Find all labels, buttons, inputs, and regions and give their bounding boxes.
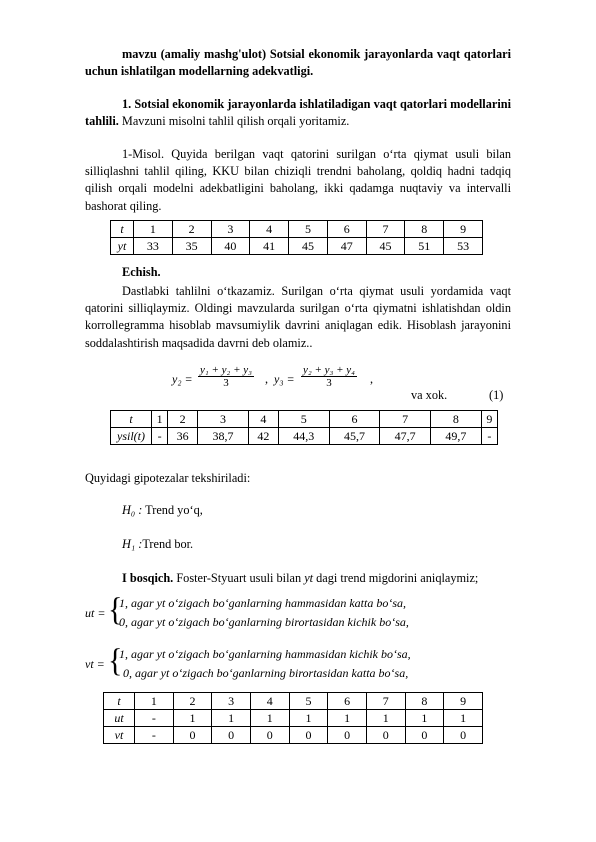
table-row (111, 428, 498, 445)
table-cell: 3 (211, 221, 250, 238)
table-cell: 1 (289, 710, 328, 727)
table-header-cell: vt (104, 727, 135, 744)
formula-fraction-1 (198, 364, 254, 389)
step1-heading: I bosqich. (122, 571, 174, 585)
solution-heading: Echish. (122, 265, 161, 279)
table-cell: 1 (250, 710, 289, 727)
h1-label: H₁ : (122, 537, 143, 551)
formula-lhs-1: y₂ = (172, 372, 193, 386)
table-row (104, 710, 483, 727)
step1-paragraph (122, 571, 478, 586)
table-cell: 47 (327, 238, 366, 255)
table-cell: 45,7 (329, 428, 380, 445)
table-cell: 42 (248, 428, 278, 445)
table-cell: 1 (134, 221, 173, 238)
table-cell: 1 (212, 710, 251, 727)
hypothesis-h0 (122, 503, 203, 518)
table-cell: 0 (250, 727, 289, 744)
page-title: mavzu (amaliy mashg'ulot) Sotsial ekonomik jarayonlarda vaqt qatorlari uchun ishlatilgan modellarning adekvatligi. (85, 47, 511, 79)
hypotheses-intro: Quyidagi gipotezalar tekshiriladi: (85, 471, 251, 485)
table-cell: 0 (289, 727, 328, 744)
u-case-2: 0, agar yt o‘zigach bo‘ganlarning birortasidan kichik bo‘sa, (119, 615, 409, 629)
table-cell: 2 (173, 693, 212, 710)
table-cell: 49,7 (431, 428, 482, 445)
table-cell: 0 (444, 727, 483, 744)
table-cell: 4 (250, 693, 289, 710)
table-cell: 0 (173, 727, 212, 744)
table-cell: 5 (278, 411, 329, 428)
v-definition-lhs: vt = (85, 657, 105, 671)
section-1-paragraph (85, 96, 511, 130)
h0-text: Trend yo‘q, (142, 503, 203, 517)
table-cell: 1 (366, 710, 405, 727)
table-cell: 36 (168, 428, 198, 445)
table-cell: 0 (366, 727, 405, 744)
table-cell: 1 (444, 710, 483, 727)
formula-denominator-1: 3 (223, 377, 229, 389)
h0-label: H₀ : (122, 503, 143, 517)
table-cell: 0 (212, 727, 251, 744)
table-cell: 35 (172, 238, 211, 255)
table-header-cell: yt (111, 238, 134, 255)
table-cell: - (135, 727, 174, 744)
v-brace: { (108, 642, 123, 679)
table-cell: 3 (198, 411, 249, 428)
v-case-1: 1, agar yt o‘zigach bo‘ganlarning hammasidan kichik bo‘sa, (119, 647, 411, 661)
table-row (111, 238, 483, 255)
table-cell: - (481, 428, 497, 445)
table-cell: - (152, 428, 168, 445)
table-cell: 44,3 (278, 428, 329, 445)
formula-tail: va xok. (411, 388, 448, 402)
step1-text-a: Foster-Styuart usuli bilan (173, 571, 305, 585)
section-1-text: Mavzuni misolni tahlil qilish orqali yoritamiz. (118, 114, 350, 129)
table-cell: 6 (327, 221, 366, 238)
table-cell: 8 (405, 221, 444, 238)
table-cell: - (135, 710, 174, 727)
hypothesis-h1 (122, 537, 193, 552)
table-cell: 7 (366, 693, 405, 710)
table-row (111, 221, 483, 238)
formula-denominator-2: 3 (326, 377, 332, 389)
table-cell: 45 (366, 238, 405, 255)
table-header-cell: t (111, 221, 134, 238)
table-cell: 4 (248, 411, 278, 428)
table-cell: 1 (328, 710, 367, 727)
formula-comma: , (370, 372, 374, 386)
v-case-2: 0, agar yt o‘zigach bo‘ganlarning birortasidan katta bo‘sa, (123, 666, 409, 680)
table-header-cell: t (104, 693, 135, 710)
table-cell: 7 (366, 221, 405, 238)
table-cell: 1 (173, 710, 212, 727)
table-cell: 40 (211, 238, 250, 255)
u-definition-lhs: ut = (85, 606, 106, 620)
table-cell: 8 (431, 411, 482, 428)
table-header-cell: ut (104, 710, 135, 727)
table-cell: 6 (328, 693, 367, 710)
h1-text: Trend bor. (142, 537, 194, 551)
table-cell: 2 (172, 221, 211, 238)
equation-number: (1) (489, 388, 504, 402)
step1-text-b: dagi trend migdorini aniqlaymiz; (313, 571, 479, 585)
table-cell: 4 (250, 221, 289, 238)
table-cell: 9 (444, 693, 483, 710)
table-cell: 1 (152, 411, 168, 428)
table-cell: 47,7 (380, 428, 431, 445)
step1-variable: yt (304, 571, 314, 585)
table-cell: 45 (289, 238, 328, 255)
table-cell: 0 (328, 727, 367, 744)
example-paragraph: 1-Misol. Quyida berilgan vaqt qatorini surilgan o‘rta qiymat usuli bilan silliqlashni tahlil qiling, KKU bilan chiziqli trendni baholang, qoldiq hadni tadqiq qilish orqali modelni adekbatligini baholang, ikki qadamga nuqtaviy va intervalli bashorat qiling. (85, 147, 511, 213)
trend-table (103, 692, 483, 744)
table-row (104, 693, 483, 710)
table-cell: 3 (212, 693, 251, 710)
table-cell: 6 (329, 411, 380, 428)
table-cell: 8 (405, 693, 444, 710)
formula-numerator-2: y₂ + y₃ + y₄ (303, 364, 355, 376)
table-cell: 2 (168, 411, 198, 428)
formula-numerator-1: y₁ + y₂ + y₃ (200, 364, 252, 376)
table-cell: 9 (444, 221, 483, 238)
table-cell: 9 (481, 411, 497, 428)
table-cell: 0 (405, 727, 444, 744)
table-cell: 53 (444, 238, 483, 255)
table-cell: 41 (250, 238, 289, 255)
formula-lhs-2: y₃ = (274, 372, 295, 386)
u-case-1: 1, agar yt o‘zigach bo‘ganlarning hammasidan katta bo‘sa, (119, 596, 406, 610)
table-row (104, 727, 483, 744)
table-cell: 38,7 (198, 428, 249, 445)
table-cell: 7 (380, 411, 431, 428)
data-table (110, 220, 483, 255)
formula-comma: , (265, 372, 269, 386)
smoothed-table (110, 410, 498, 445)
table-cell: 5 (289, 221, 328, 238)
u-brace: { (108, 591, 123, 628)
table-cell: 51 (405, 238, 444, 255)
table-cell: 33 (134, 238, 173, 255)
table-row (111, 411, 498, 428)
formula-fraction-2 (301, 364, 357, 389)
section-1-heading: 1. Sotsial ekonomik jarayonlarda ishlatiladigan vaqt qatorlari modellarini tahlili. (85, 97, 511, 129)
table-cell: 5 (289, 693, 328, 710)
table-cell: 1 (135, 693, 174, 710)
table-header-cell: t (111, 411, 152, 428)
table-header-cell: ysil(t) (111, 428, 152, 445)
solution-paragraph: Dastlabki tahlilni o‘tkazamiz. Surilgan o‘rta qiymat usuli yordamida vaqt qatorini silliqlaymiz. Oldingi mavzularda surilgan o‘rta qiymatni ishlatishdan oldin korrollegramma hisoblab mavsumiylik davrini aniqlagan edik. Hisoblash jarayonini soddalashtirish maqsadida davrni deb olamiz.. (85, 284, 511, 350)
table-cell: 1 (405, 710, 444, 727)
